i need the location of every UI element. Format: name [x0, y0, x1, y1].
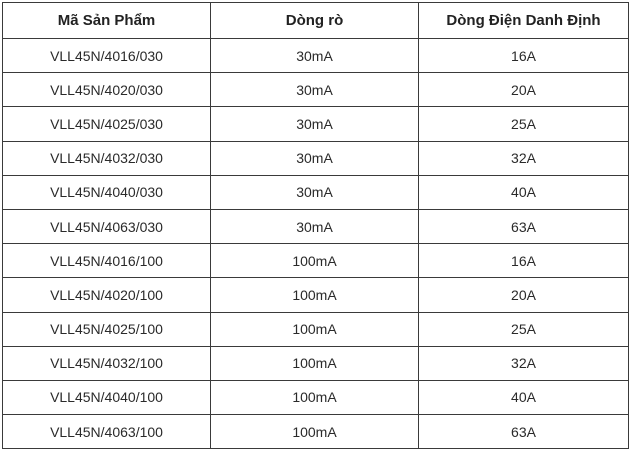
leakage-current-cell: 30mA: [211, 39, 419, 73]
leakage-current-cell: 100mA: [211, 312, 419, 346]
table-row: [3, 141, 629, 175]
leakage-current-cell: 100mA: [211, 278, 419, 312]
leakage-current-cell: 30mA: [211, 209, 419, 243]
rated-current-cell: 16A: [419, 244, 629, 278]
rated-current-cell: 20A: [419, 73, 629, 107]
product-code-cell: VLL45N/4020/100: [3, 278, 211, 312]
rated-current-cell: 40A: [419, 175, 629, 209]
product-code-cell: VLL45N/4063/030: [3, 209, 211, 243]
rated-current-cell: 25A: [419, 312, 629, 346]
table-header-row: [3, 3, 629, 39]
product-code-cell: VLL45N/4020/030: [3, 73, 211, 107]
product-code-cell: VLL45N/4063/100: [3, 415, 211, 449]
leakage-current-cell: 100mA: [211, 380, 419, 414]
rated-current-cell: 20A: [419, 278, 629, 312]
rated-current-cell: 25A: [419, 107, 629, 141]
product-table: [2, 2, 629, 449]
product-code-cell: VLL45N/4032/100: [3, 346, 211, 380]
leakage-current-cell: 30mA: [211, 73, 419, 107]
table-body: [3, 39, 629, 449]
header-leakage-current: Dòng rò: [211, 3, 419, 39]
product-code-cell: VLL45N/4040/100: [3, 380, 211, 414]
rated-current-cell: 16A: [419, 39, 629, 73]
table-row: [3, 209, 629, 243]
table-row: [3, 175, 629, 209]
table-row: [3, 244, 629, 278]
leakage-current-cell: 100mA: [211, 244, 419, 278]
table-row: [3, 73, 629, 107]
leakage-current-cell: 30mA: [211, 107, 419, 141]
leakage-current-cell: 30mA: [211, 141, 419, 175]
table-row: [3, 107, 629, 141]
product-code-cell: VLL45N/4032/030: [3, 141, 211, 175]
leakage-current-cell: 30mA: [211, 175, 419, 209]
table-row: [3, 415, 629, 449]
table-row: [3, 312, 629, 346]
table-row: [3, 346, 629, 380]
product-code-cell: VLL45N/4025/030: [3, 107, 211, 141]
table-row: [3, 39, 629, 73]
header-rated-current: Dòng Điện Danh Định: [419, 3, 629, 39]
product-code-cell: VLL45N/4016/030: [3, 39, 211, 73]
rated-current-cell: 32A: [419, 346, 629, 380]
rated-current-cell: 40A: [419, 380, 629, 414]
rated-current-cell: 32A: [419, 141, 629, 175]
leakage-current-cell: 100mA: [211, 415, 419, 449]
table-row: [3, 380, 629, 414]
product-code-cell: VLL45N/4016/100: [3, 244, 211, 278]
product-code-cell: VLL45N/4040/030: [3, 175, 211, 209]
table-row: [3, 278, 629, 312]
leakage-current-cell: 100mA: [211, 346, 419, 380]
header-product-code: Mã Sản Phẩm: [3, 3, 211, 39]
rated-current-cell: 63A: [419, 415, 629, 449]
product-code-cell: VLL45N/4025/100: [3, 312, 211, 346]
rated-current-cell: 63A: [419, 209, 629, 243]
